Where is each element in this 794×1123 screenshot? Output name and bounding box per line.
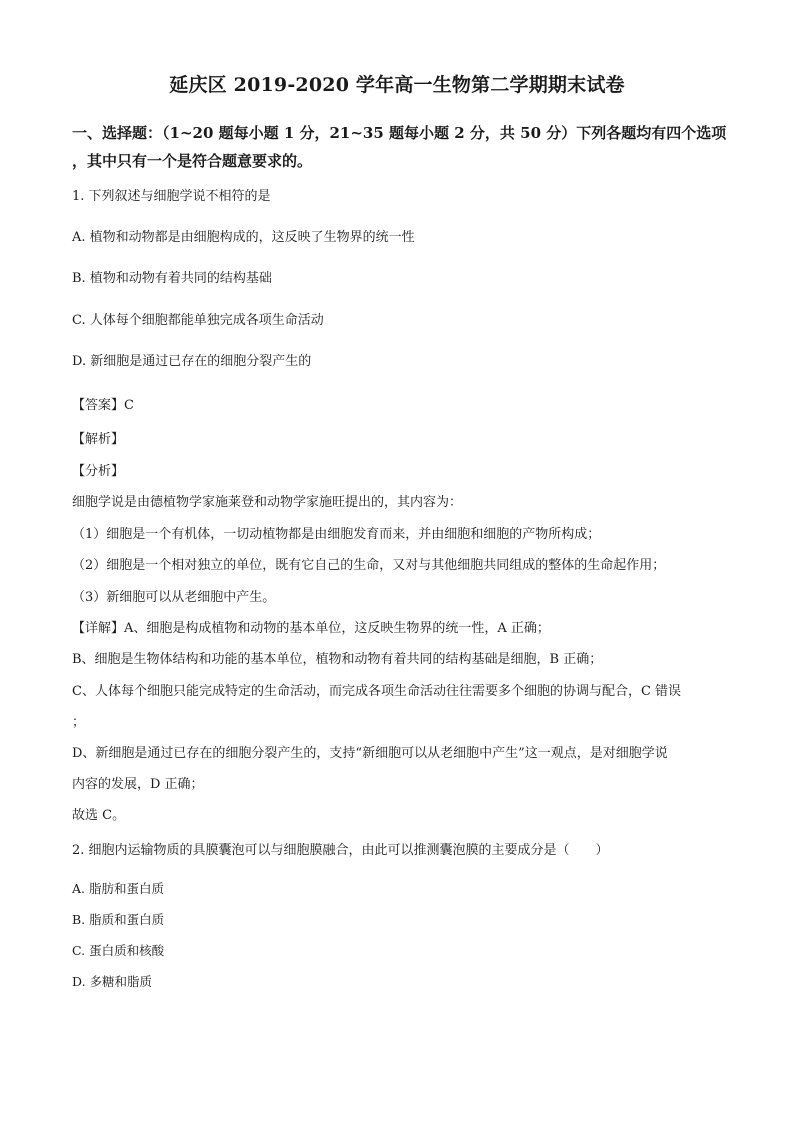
section-heading-line-1: 一、选择题：（1~20 题每小题 1 分，21~35 题每小题 2 分，共 50 分）下列各题均有四个选项 — [72, 124, 727, 142]
question-2-stem: 2. 细胞内运输物质的具膜囊泡可以与细胞膜融合，由此可以推测囊泡膜的主要成分是（ ） — [72, 843, 609, 858]
question-2-option-c: C. 蛋白质和核酸 — [72, 943, 165, 958]
question-1-fenxi-text: 细胞学说是由德植物学家施莱登和动物学家施旺提出的，其内容为： — [72, 495, 463, 510]
question-1-option-a: A. 植物和动物都是由细胞构成的，这反映了生物界的统一性 — [72, 230, 415, 245]
question-1-detail-c: C、人体每个细胞只能完成特定的生命活动，而完成各项生命活动往往需要多个细胞的协调与配合，C 错误 — [72, 684, 682, 699]
question-1-detail-d-cont: 内容的发展，D 正确； — [72, 777, 204, 792]
question-1-conclusion: 故选 C。 — [72, 808, 126, 823]
section-heading-line-2: ，其中只有一个是符合题意要求的。 — [72, 152, 313, 170]
question-1-analysis-label: 【解析】 — [72, 432, 125, 447]
question-1-answer: 【答案】C — [72, 398, 134, 413]
question-1-detail-a: 【详解】A、细胞是构成植物和动物的基本单位，这反映生物界的统一性，A 正确； — [72, 621, 550, 636]
question-2-option-d: D. 多糖和脂质 — [72, 974, 153, 989]
question-1-stem: 1. 下列叙述与细胞学说不相符的是 — [72, 189, 271, 204]
section-heading — [72, 119, 732, 175]
question-1-point-1: （1）细胞是一个有机体，一切动植物都是由细胞发育而来，并由细胞和细胞的产物所构成； — [72, 527, 601, 542]
question-1-point-2: （2）细胞是一个相对独立的单位，既有它自己的生命，又对与其他细胞共同组成的整体的生命起作用； — [72, 558, 666, 573]
question-2-option-b: B. 脂质和蛋白质 — [72, 912, 165, 927]
question-1-option-c: C. 人体每个细胞都能单独完成各项生命活动 — [72, 313, 324, 328]
question-2-option-a: A. 脂肪和蛋白质 — [72, 881, 164, 896]
question-1-point-3: （3）新细胞可以从老细胞中产生。 — [72, 590, 276, 605]
question-1-detail-c-end: ； — [72, 715, 86, 730]
question-1-detail-d: D、新细胞是通过已存在的细胞分裂产生的，支持“新细胞可以从老细胞中产生”这一观点，是对细胞学说 — [72, 746, 668, 761]
question-1-option-b: B. 植物和动物有着共同的结构基础 — [72, 271, 272, 286]
question-1-fenxi-label: 【分析】 — [72, 464, 125, 479]
question-1-detail-b: B、细胞是生物体结构和功能的基本单位，植物和动物有着共同的结构基础是细胞，B 正确； — [72, 652, 603, 667]
question-1-option-d: D. 新细胞是通过已存在的细胞分裂产生的 — [72, 354, 312, 369]
page-title: 延庆区 2019-2020 学年高一生物第二学期期末试卷 — [169, 74, 625, 96]
